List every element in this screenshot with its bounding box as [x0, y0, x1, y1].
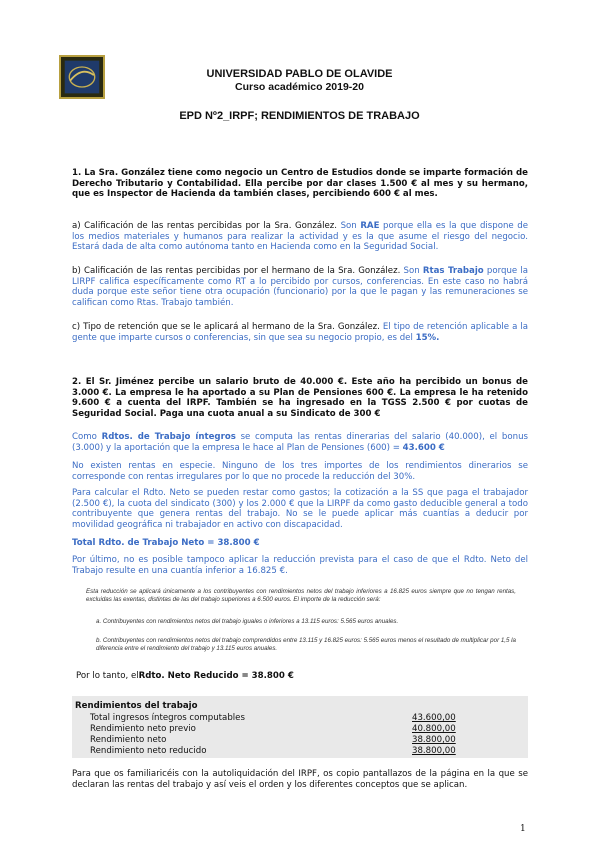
q1-b-answer: porque la LIRPF califica específicamente como RT a lo percibido por cursos, conferencias. En este caso no habrá duda porque este señor tiene otra ocupación (funcionario) por la que le pagan y las remuneraciones se califican como Rtas. Trabajo también. [72, 266, 529, 309]
summary-row-label: Rendimiento neto [90, 735, 167, 745]
q2-statement: 2. El Sr. Jiménez percibe un salario bruto de 40.000 €. Este año ha percibido un bonus de 3.000 €. La empresa le ha aportado a su Plan de Pensiones 600 €. La empresa le ha retenido 9.600 € a cuenta del IRPF. También se ha ingresado en la TGSS 2.500 € por cuotas de Seguridad Social. Paga una cuota anual a su Sindicato de 300 € [72, 377, 528, 420]
q1-a-pre: Son [340, 221, 357, 231]
document-title: EPD Nº2_IRPF; RENDIMIENTOS DE TRABAJO [179, 110, 420, 122]
q1-b-key: Rtas Trabajo [422, 266, 484, 276]
q1-b-pre: Son [403, 266, 420, 276]
summary-row-value: 43.600,00 [412, 713, 456, 723]
q1-a-answer: porque ella es la que dispone de los medios materiales y humanos para realizar la actividad y es la que asume el riesgo del negocio. Estará dada de alta como autónoma tanto en Hacienda como en la Seguridad Social. [72, 221, 528, 253]
q1-a-key: RAE [360, 221, 380, 231]
q2-p1 [72, 432, 528, 453]
q2-p1-pre: Como [72, 432, 97, 442]
q2-p6-key: Rdto. Neto Reducido = 38.800 € [138, 671, 294, 681]
q1-c-key: 15%. [415, 332, 440, 343]
q2-p1-text: se computa las rentas dinerarias del salario (40.000), el bonus (3.000) y la aportación que la empresa le hace al Plan de Pensiones (600) = [72, 432, 528, 453]
q1-c-answer: El tipo de retención aplicable a la gente que imparte cursos o conferencias, sin que sea su negocio propio, es del [72, 322, 528, 343]
university-name: UNIVERSIDAD PABLO DE OLAVIDE [206, 68, 393, 80]
q2-p3: Para calcular el Rdto. Neto se pueden restar como gastos; la cotización a la SS que paga el trabajador (2.500 €), la cuota del sindicato (300) y los 2.000 € que la LIRPF da como gasto deducible general a todo contribuyente que genera rentas del trabajo. No se le puede aplicar más cuantías a deducir por movilidad geográfica ni trabajador en activo con discapacidad. [72, 488, 528, 531]
q2-p6-pre: Por lo tanto, el [76, 671, 139, 681]
q2-p5: Por último, no es posible tampoco aplicar la reducción prevista para el caso de que el Rdto. Neto del Trabajo resulte en una cuantía inferior a 16.825 €. [72, 555, 528, 576]
q2-p4-total-neto: Total Rdto. de Trabajo Neto = 38.800 € [72, 538, 260, 548]
q1-c [72, 322, 528, 343]
reduction-note-a: a. Contribuyentes con rendimientos netos del trabajo iguales o inferiores a 13.115 euros: 5.565 euros anuales. [96, 618, 399, 625]
course-year: Curso académico 2019-20 [235, 81, 364, 93]
summary-row-label: Total ingresos íntegros computables [90, 713, 245, 723]
q1-statement: 1. La Sra. González tiene como negocio un Centro de Estudios donde se imparte formación de Derecho Tributario y Contabilidad. Ella percibe por dar clases 1.500 € al mes y su hermano, que es Inspector de Hacienda da también clases, percibiendo 600 € al mes. [72, 168, 528, 200]
summary-row-value: 38.800,00 [412, 735, 456, 745]
summary-row-label: Rendimiento neto previo [90, 724, 196, 734]
summary-row-value: 40.800,00 [412, 724, 456, 734]
closing-paragraph: Para que os familiaricéis con la autoliquidación del IRPF, os copio pantallazos de la página en la que se declaran las rentas del trabajo y así veis el orden y los diferentes conceptos que se aplican. [72, 769, 528, 790]
summary-row-value: 38.800,00 [412, 746, 456, 756]
q2-p1-key: Rdtos. de Trabajo íntegros [101, 432, 236, 442]
q2-p2: No existen rentas en especie. Ninguno de los tres importes de los rendimientos dinerarios se corresponde con rentas irregulares por lo que no procede la reducción del 30%. [72, 461, 528, 482]
reduction-note-b: b. Contribuyentes con rendimientos netos del trabajo comprendidos entre 13.115 y 16.825 euros: 5.565 euros menos el resultado de multiplicar por 1,5 la diferencia entre el rendimiento del trabajo y 13.115 euros anuales. [96, 637, 516, 653]
q2-p6 [76, 671, 532, 682]
q1-b-question: b) Calificación de las rentas percibidas por el hermano de la Sra. González. [72, 266, 401, 276]
summary-title: Rendimientos del trabajo [75, 701, 198, 711]
summary-row-label: Rendimiento neto reducido [90, 746, 207, 756]
page-number: 1 [520, 824, 526, 834]
q1-b [72, 266, 528, 309]
q1-c-question: c) Tipo de retención que se le aplicará al hermano de la Sra. González. [72, 322, 380, 332]
q1-a [72, 221, 528, 253]
q1-a-question: a) Calificación de las rentas percibidas por la Sra. González. [72, 221, 338, 231]
q2-p1-total: 43.600 € [402, 442, 445, 453]
reduction-note: Esta reducción se aplicará únicamente a los contribuyentes con rendimientos netos del trabajo inferiores a 16.825 euros siempre que no tengan rentas, excluidas las exentas, distintas de las del trabajo superiores a 6.500 euros. El importe de la reducción será: [86, 588, 516, 604]
